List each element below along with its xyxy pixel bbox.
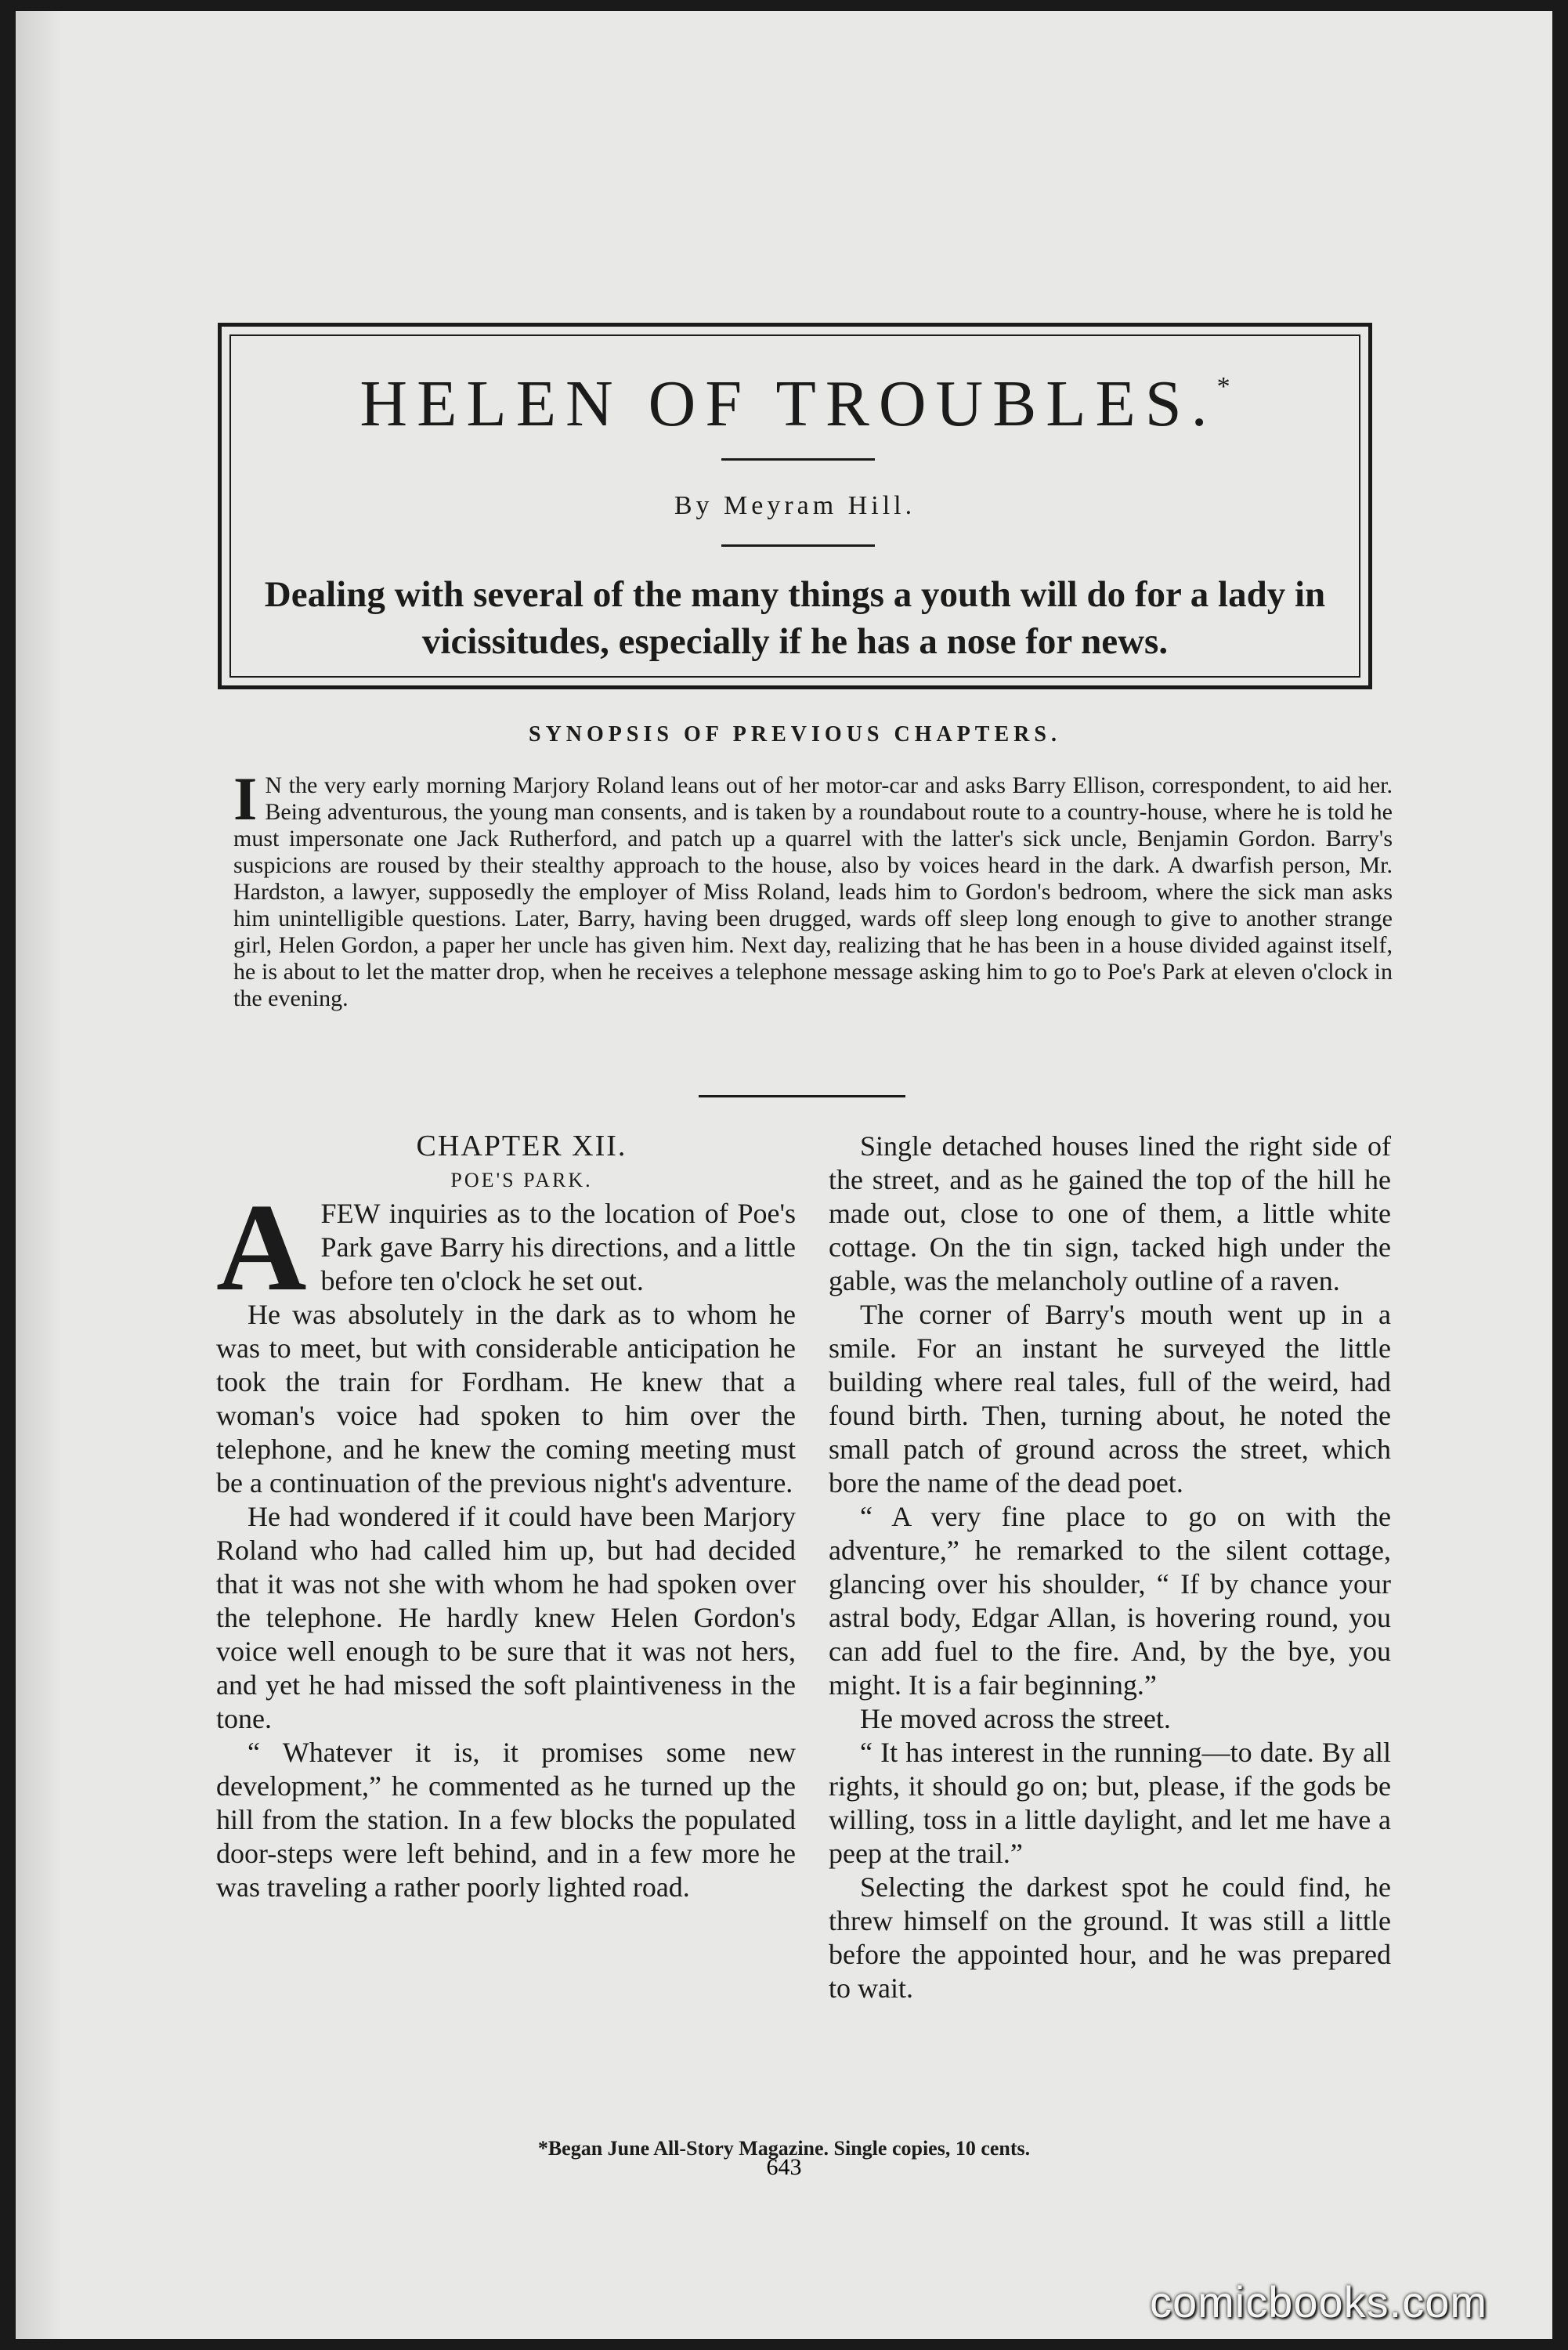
first-paragraph	[216, 1177, 796, 1317]
paragraph: He was absolutely in the dark as to whom he was to meet, but with considerable anticipation he took the train for Fordham. He knew that a woman's voice had spoken to him over the telephone, and he knew the coming meeting must be a continuation of the previous night's adventure.	[216, 1299, 796, 1499]
chapter-subtitle: POE'S PARK.	[450, 1169, 593, 1191]
left-column	[216, 1130, 796, 1904]
story-deck: Dealing with several of the many things a youth will do for a lady in vicissitudes, especially if he has a nose for news.	[264, 574, 1326, 662]
synopsis-divider	[699, 1095, 905, 1097]
title-footnote-mark: *	[1216, 372, 1230, 401]
title-divider-top	[721, 458, 875, 461]
site-watermark: comicbooks.com	[1150, 2277, 1488, 2326]
title-box-inner-border	[229, 334, 1360, 678]
footnote: *Began June All-Story Magazine. Single copies, 10 cents.	[537, 2137, 1031, 2160]
page-edge-shadow	[16, 11, 63, 2339]
paragraph: He moved across the street.	[860, 1703, 1171, 1734]
byline: By Meyram Hill.	[674, 491, 916, 520]
page-number: 643	[766, 2154, 802, 2180]
synopsis-text	[233, 765, 1393, 1012]
paragraph: “ A very fine place to go on with the adventure,” he remarked to the silent cottage, glancing over his shoulder, “ If by chance your astral body, Edgar Allan, is hovering round, you can add fuel to the fire. And, by the bye, you might. It is a fair beginning.”	[829, 1501, 1391, 1701]
title-box	[218, 323, 1372, 689]
story-title	[231, 366, 1359, 442]
chapter-number: CHAPTER XII.	[416, 1130, 627, 1162]
paragraph: Single detached houses lined the right side of the street, and as he gained the top of the hill he made out, close to one of them, a little white cottage. On the tin sign, tacked high under the gable, was the melancholy outline of a raven.	[829, 1130, 1391, 1296]
paragraph: Selecting the darkest spot he could find, he threw himself on the ground. It was still a little before the appointed hour, and he was prepared to wait.	[829, 1871, 1391, 2004]
paragraph: The corner of Barry's mouth went up in a smile. For an instant he surveyed the little building where real tales, full of the weird, had found birth. Then, turning about, he noted the small patch of ground across the street, which bore the name of the dead poet.	[829, 1299, 1391, 1499]
synopsis-body: N the very early morning Marjory Roland leans out of her motor-car and asks Barry Ellison, correspondent, to aid her. Being adventurous, the young man consents, and is taken by a roundabout route to a country-house, where he is told he must impersonate one Jack Rutherford, and patch up a quarrel with the latter's sick uncle, Benjamin Gordon. Barry's suspicions are roused by their stealthy approach to the house, also by voices heard in the dark. A dwarfish person, Mr. Hardston, a lawyer, supposedly the employer of Miss Roland, leads him to Gordon's bedroom, where the sick man asks him unintelligible questions. Later, Barry, having been drugged, wards off sleep long enough to give to another strange girl, Helen Gordon, a paper her uncle has given him. Next day, realizing that he has been in a house divided against itself, he is about to let the matter drop, when he receives a telephone message asking him to go to Poe's Park at eleven o'clock in the evening.	[233, 772, 1393, 1011]
right-column	[829, 1130, 1391, 2005]
title-divider-bottom	[721, 544, 875, 547]
first-paragraph-text: FEW inquiries as to the location of Poe's Park gave Barry his directions, and a little before ten o'clock he set out.	[320, 1198, 796, 1296]
story-title-text: HELEN OF TROUBLES.	[359, 367, 1217, 440]
drop-cap: A	[216, 1177, 307, 1317]
paragraph: “ Whatever it is, it promises some new development,” he commented as he turned up the hill from the station. In a few blocks the populated door-steps were left behind, and in a few more he was traveling a rather poorly lighted road.	[216, 1737, 796, 1903]
magazine-page	[16, 11, 1552, 2339]
synopsis-initial: I	[233, 765, 258, 833]
paragraph: “ It has interest in the running—to date. By all rights, it should go on; but, please, if the gods be willing, toss in a little daylight, and let me have a peep at the trail.”	[829, 1737, 1391, 1869]
synopsis-heading: SYNOPSIS OF PREVIOUS CHAPTERS.	[529, 722, 1061, 747]
paragraph: He had wondered if it could have been Marjory Roland who had called him up, but had decided that it was not she with whom he had spoken over the telephone. He hardly knew Helen Gordon's voice well enough to be sure that it was not hers, and yet he had missed the soft plaintiveness in the tone.	[216, 1501, 796, 1734]
